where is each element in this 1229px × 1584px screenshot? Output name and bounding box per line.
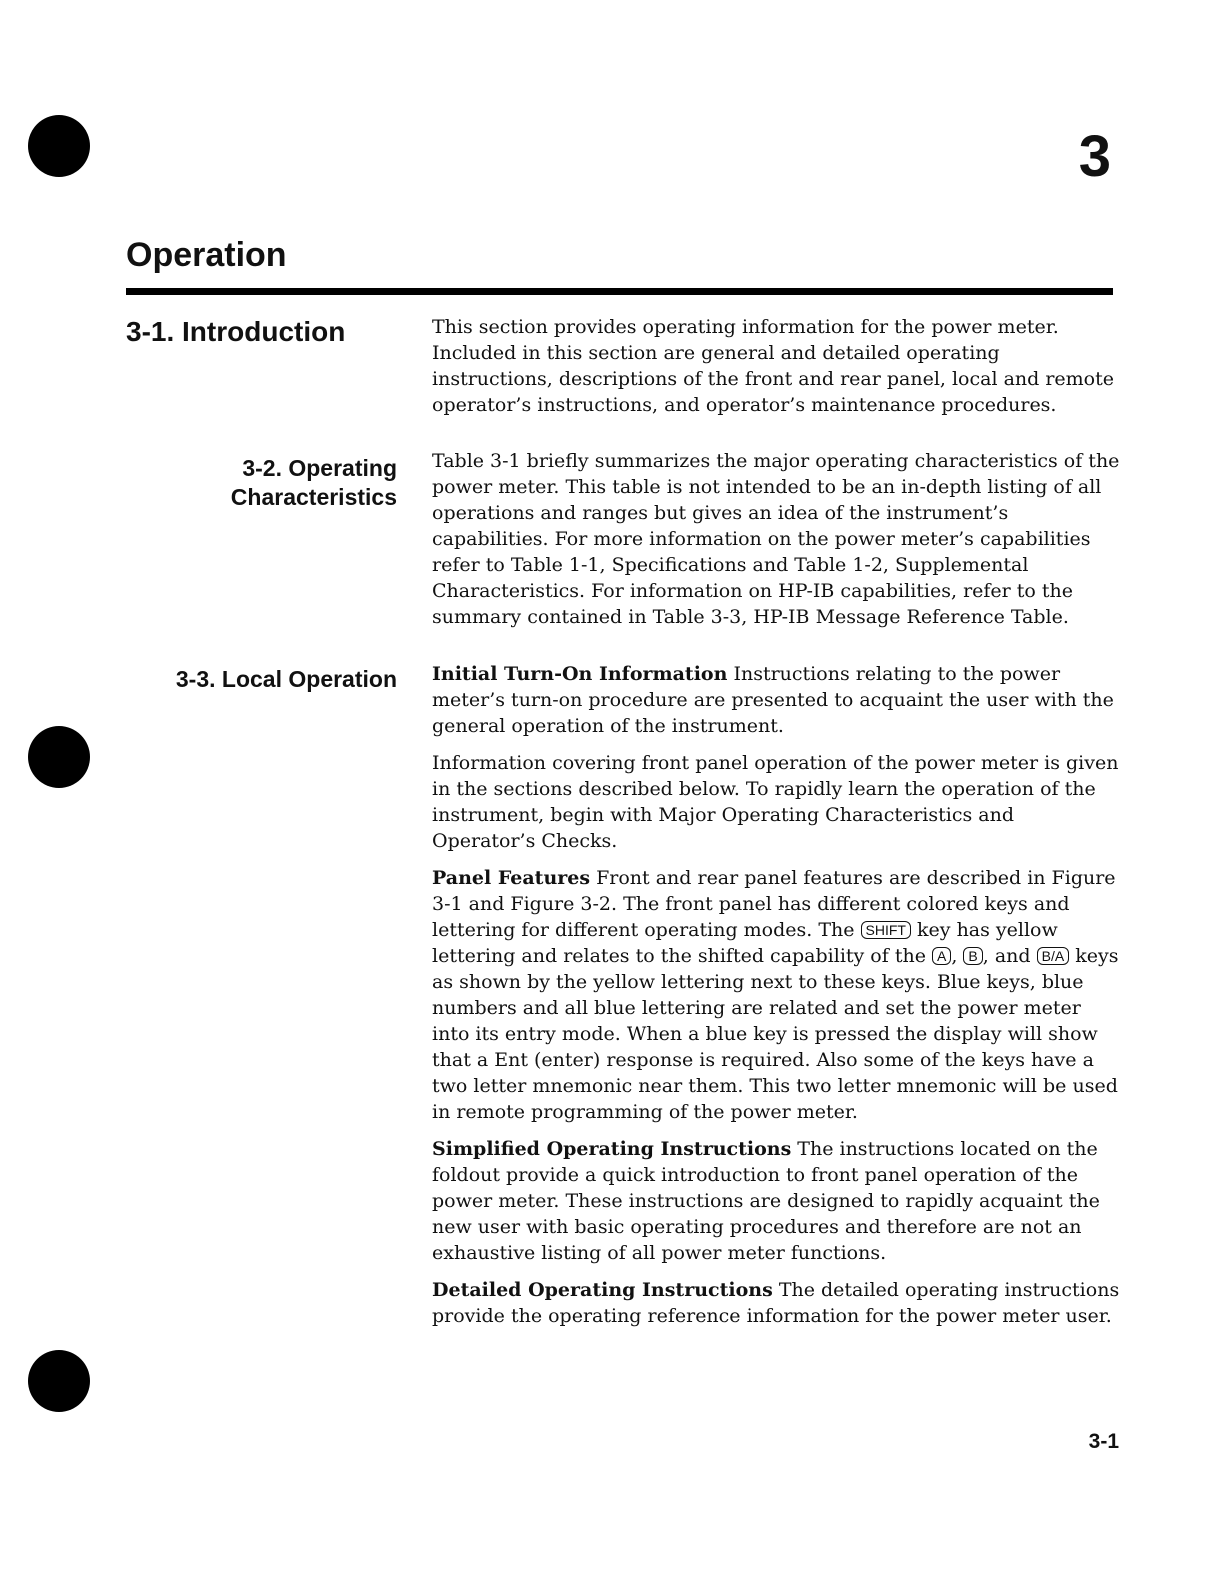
paragraph-panel-features: Panel Features Front and rear panel features are described in Figure 3-1 and Figure 3-2. The front panel has different colored keys and lettering for different operating modes. The SHIFT key has yellow lettering and relates to the shifted capability of the A , B , and B/A keys as shown by the yellow lettering next to these keys. Blue keys, blue numbers and all blue lettering are related and set the power meter into its entry mode. When a blue key is pressed the display will show that a Ent (enter) response is required. Also some of the keys have a two letter mnemonic near them. This two letter mnemonic will be used in remote programming of the power meter. [432, 867, 1119, 1123]
binder-hole-middle [28, 726, 90, 788]
section-body-operating-characteristics [432, 448, 1122, 641]
section-heading-introduction: 3-1. Introduction [126, 316, 346, 347]
section-heading-operating-characteristics [231, 454, 397, 513]
paragraph-detailed-instructions: Detailed Operating Instructions The detailed operating instructions provide the operating reference information for the power meter user. [432, 1279, 1120, 1327]
run-in-heading: Panel Features [432, 867, 591, 889]
paragraph: This section provides operating information for the power meter. Included in this section are general and detailed operating instructions, descriptions of the front and rear panel, local and remote operator’s instructions, and operator’s maintenance procedures. [432, 316, 1115, 416]
b-over-a-key-icon: B/A [1037, 947, 1070, 965]
paragraph: Table 3-1 briefly summarizes the major operating characteristics of the power meter. This table is not intended to be an in-depth listing of all operations and ranges but gives an idea of the instrument’s capabilities. For more information on the power meter’s capabilities refer to Table 1-1, Specifications and Table 1-2, Supplemental Characteristics. For information on HP-IB capabilities, refer to the summary contained in Table 3-3, HP-IB Message Reference Table. [432, 450, 1120, 628]
run-in-heading: Initial Turn-On Information [432, 663, 728, 685]
page-number: 3-1 [1088, 1430, 1119, 1453]
page-title: Operation [126, 236, 287, 274]
chapter-number: 3 [1078, 124, 1111, 189]
heading-line: Characteristics [230, 484, 397, 511]
binder-hole-bottom [28, 1350, 90, 1412]
b-key-icon: B [963, 947, 982, 965]
paragraph-front-panel-info: Information covering front panel operation of the power meter is given in the sections described below. To rapidly learn the operation of the instrument, begin with Major Operating Characteristics and Operator’s Checks. [432, 752, 1119, 852]
run-in-heading: Detailed Operating Instructions [432, 1279, 773, 1301]
binder-hole-top [28, 115, 90, 177]
section-heading-local-operation: 3-3. Local Operation [175, 666, 397, 692]
shift-key-icon: SHIFT [861, 921, 911, 939]
section-body-introduction [432, 314, 1122, 429]
a-key-icon: A [932, 947, 951, 965]
paragraph-initial-turn-on: Initial Turn-On Information Instructions relating to the power meter’s turn-on procedure are presented to acquaint the user with the general operation of the instrument. [432, 663, 1114, 737]
section-body-local-operation [432, 661, 1122, 1340]
run-in-heading: Simplified Operating Instructions [432, 1138, 792, 1160]
title-rule [126, 288, 1113, 295]
heading-line: 3-2. Operating [242, 455, 397, 481]
paragraph-simplified-instructions: Simplified Operating Instructions The instructions located on the foldout provide a quick introduction to front panel operation of the power meter. These instructions are designed to rapidly acquaint the new user with basic operating procedures and therefore are not an exhaustive listing of all power meter functions. [432, 1138, 1100, 1264]
